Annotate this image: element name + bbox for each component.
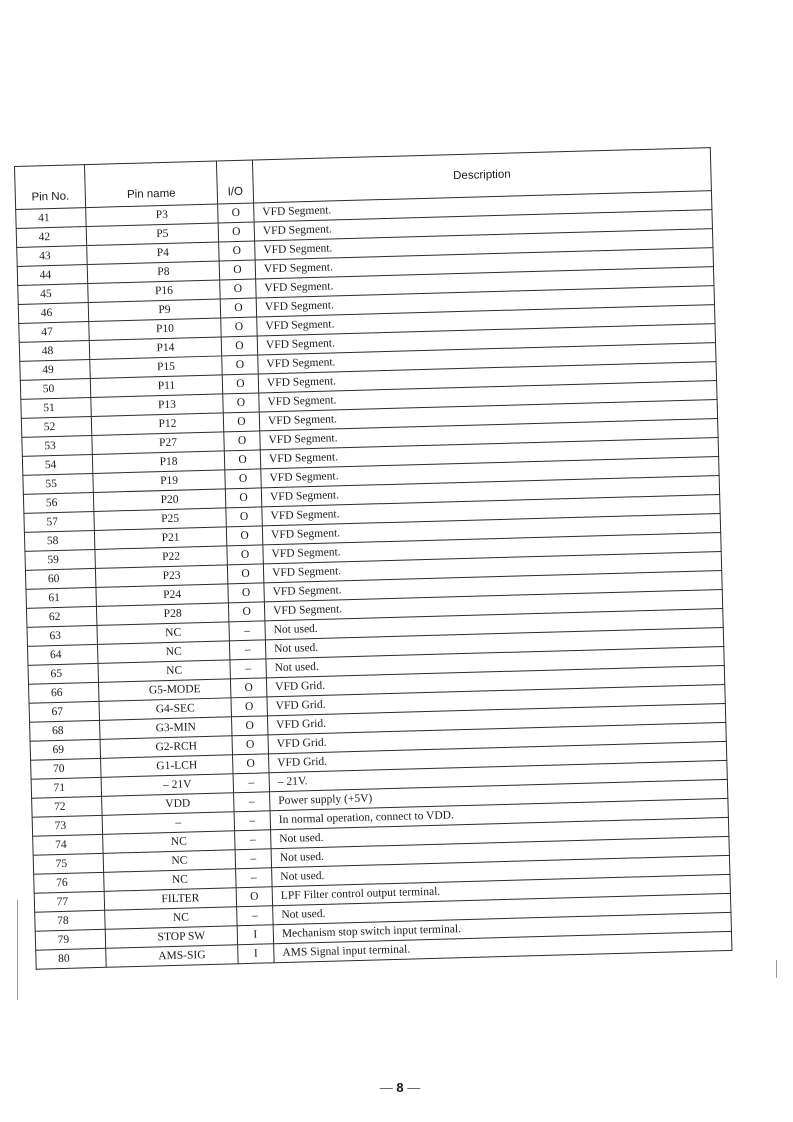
pin-io: – [230, 659, 267, 679]
pin-io: O [233, 754, 270, 774]
pin-name: G1-LCH [101, 755, 233, 778]
pin-name: P11 [90, 375, 222, 398]
pin-description: VFD Segment. [254, 210, 712, 241]
pin-name: NC [104, 869, 236, 892]
pin-io: O [236, 887, 273, 907]
pin-description: VFD Segment. [259, 400, 717, 431]
pin-io: O [225, 469, 262, 489]
pin-description: VFD Grid. [267, 703, 725, 734]
pin-number: 72 [32, 796, 102, 817]
pin-number: 65 [28, 663, 98, 684]
pin-table-body [16, 191, 732, 970]
pin-description: Not used. [271, 817, 729, 848]
pin-io: I [238, 944, 275, 964]
pin-description: VFD Grid. [268, 722, 726, 753]
pin-name: P19 [93, 470, 225, 493]
pin-name: STOP SW [105, 926, 237, 949]
pin-number: 67 [29, 701, 99, 722]
pin-name: P10 [89, 318, 221, 341]
pin-name: P27 [92, 432, 224, 455]
pin-description: VFD Segment. [259, 381, 717, 412]
pin-name: G2-RCH [100, 736, 232, 759]
pin-name: P14 [89, 337, 221, 360]
pin-name: P8 [87, 261, 219, 284]
pin-number: 51 [21, 398, 91, 419]
pin-description: Not used. [273, 893, 731, 924]
pin-description: AMS Signal input terminal. [274, 931, 732, 962]
pin-description: VFD Segment. [258, 343, 716, 374]
page-number-value: 8 [396, 1080, 404, 1095]
pin-io: O [231, 716, 268, 736]
pin-number: 69 [30, 739, 100, 760]
pin-io: O [221, 317, 258, 337]
pin-number: 55 [23, 473, 93, 494]
pin-io: O [220, 279, 257, 299]
pin-description: VFD Segment. [263, 552, 721, 583]
header-description: Description [252, 148, 711, 203]
pin-name: NC [105, 907, 237, 930]
pin-description: VFD Segment. [264, 571, 722, 602]
pin-name: P9 [88, 299, 220, 322]
pin-description: Not used. [272, 855, 730, 886]
pin-description: VFD Segment. [256, 286, 714, 317]
pin-number: 52 [21, 417, 91, 438]
pin-io: O [227, 564, 264, 584]
pin-description: VFD Segment. [254, 191, 712, 222]
header-pin-no: Pin No. [15, 165, 86, 210]
pin-number: 48 [19, 341, 89, 362]
pin-name: NC [97, 641, 229, 664]
pin-number: 66 [29, 682, 99, 703]
pin-number: 42 [16, 227, 86, 248]
pin-io: O [219, 260, 256, 280]
pin-description: VFD Segment. [257, 324, 715, 355]
pin-name: P16 [88, 280, 220, 303]
pin-number: 80 [36, 948, 106, 969]
pin-number: 62 [26, 606, 96, 627]
page-number [370, 1080, 430, 1095]
pin-number: 73 [32, 815, 102, 836]
pin-description: VFD Segment. [261, 457, 719, 488]
pin-name: NC [103, 850, 235, 873]
pin-number: 76 [34, 872, 104, 893]
pin-name: – 21V [101, 774, 233, 797]
page-dash-right: — [407, 1080, 421, 1095]
pin-description: VFD Segment. [262, 514, 720, 545]
pin-description: VFD Segment. [260, 438, 718, 469]
pin-name: P24 [96, 584, 228, 607]
pin-number: 74 [33, 834, 103, 855]
pin-name: P13 [91, 394, 223, 417]
pin-name: P25 [94, 508, 226, 531]
pin-io: O [228, 583, 265, 603]
pin-description: LPF Filter control output terminal. [272, 874, 730, 905]
pin-description: Not used. [265, 627, 723, 658]
pin-io: O [218, 203, 255, 223]
pin-io: O [220, 298, 257, 318]
pin-name: AMS-SIG [106, 945, 238, 968]
pin-description: Not used. [266, 646, 724, 677]
pin-io: – [234, 792, 271, 812]
pin-description: Power supply (+5V) [270, 779, 728, 810]
pin-description: VFD Grid. [266, 665, 724, 696]
pin-io: O [222, 355, 259, 375]
pin-io: – [233, 773, 270, 793]
pin-description: VFD Segment. [258, 362, 716, 393]
scan-edge-mark-right [776, 960, 777, 978]
pin-io: O [223, 412, 260, 432]
pin-table-wrapper [14, 147, 731, 970]
pin-name: FILTER [104, 888, 236, 911]
pin-io: – [234, 811, 271, 831]
pin-table [14, 147, 732, 970]
pin-number: 71 [31, 777, 101, 798]
pin-description: VFD Segment. [264, 589, 722, 620]
pin-number: 64 [27, 644, 97, 665]
pin-io: – [235, 830, 272, 850]
pin-number: 58 [24, 530, 94, 551]
pin-number: 44 [17, 265, 87, 286]
pin-description: VFD Grid. [268, 741, 726, 772]
scan-edge-mark-left [17, 900, 18, 1000]
pin-name: P3 [86, 204, 218, 227]
pin-description: VFD Segment. [257, 305, 715, 336]
pin-name: P15 [90, 356, 222, 379]
pin-io: O [231, 697, 268, 717]
pin-number: 45 [18, 284, 88, 305]
pin-io: O [227, 545, 264, 565]
pin-description: VFD Segment. [255, 229, 713, 260]
pin-name: P18 [92, 451, 224, 474]
pin-number: 78 [35, 910, 105, 931]
pin-io: O [232, 735, 269, 755]
pin-description: VFD Segment. [260, 419, 718, 450]
page-dash-left: — [379, 1080, 393, 1095]
pin-number: 57 [24, 511, 94, 532]
pin-description: Not used. [271, 836, 729, 867]
pin-number: 43 [17, 246, 87, 267]
pin-io: – [229, 640, 266, 660]
pin-io: O [225, 488, 262, 508]
pin-io: O [219, 241, 256, 261]
pin-name: P12 [91, 413, 223, 436]
pin-name: P5 [86, 223, 218, 246]
pin-description: In normal operation, connect to VDD. [270, 798, 728, 829]
pin-io: – [229, 621, 266, 641]
pin-name: G4-SEC [99, 698, 231, 721]
pin-io: O [226, 507, 263, 527]
pin-number: 70 [31, 758, 101, 779]
pin-description: VFD Segment. [256, 267, 714, 298]
pin-number: 53 [22, 435, 92, 456]
header-io: I/O [216, 160, 253, 204]
pin-name: NC [103, 831, 235, 854]
pin-number: 50 [20, 379, 90, 400]
pin-description: VFD Grid. [267, 684, 725, 715]
pin-io: O [224, 450, 261, 470]
pin-io: O [223, 393, 260, 413]
pin-name: P4 [87, 242, 219, 265]
pin-number: 79 [35, 929, 105, 950]
pin-description: VFD Segment. [255, 248, 713, 279]
pin-io: O [228, 602, 265, 622]
pin-io: O [222, 374, 259, 394]
pin-name: P23 [95, 565, 227, 588]
pin-description: Mechanism stop switch input terminal. [273, 912, 731, 943]
pin-io: – [236, 868, 273, 888]
pin-name: G5-MODE [98, 679, 230, 702]
pin-io: I [237, 925, 274, 945]
pin-number: 63 [27, 625, 97, 646]
pin-name: – [102, 812, 234, 835]
pin-description: VFD Segment. [262, 495, 720, 526]
pin-number: 41 [16, 208, 86, 229]
pin-name: NC [97, 622, 229, 645]
pin-description: – 21V. [269, 760, 727, 791]
pin-io: – [235, 849, 272, 869]
pin-number: 47 [19, 322, 89, 343]
pin-number: 59 [25, 549, 95, 570]
pin-number: 54 [22, 454, 92, 475]
pin-io: O [224, 431, 261, 451]
pin-name: NC [98, 660, 230, 683]
pin-io: O [218, 222, 255, 242]
pin-io: – [237, 906, 274, 926]
pin-name: VDD [102, 793, 234, 816]
pin-description: Not used. [265, 608, 723, 639]
pin-name: P21 [94, 527, 226, 550]
pin-number: 49 [20, 360, 90, 381]
pin-name: P22 [95, 546, 227, 569]
pin-name: P20 [93, 489, 225, 512]
pin-io: O [226, 526, 263, 546]
pin-io: O [230, 678, 267, 698]
pin-name: P28 [96, 603, 228, 626]
header-pin-name: Pin name [84, 161, 217, 208]
pin-number: 60 [25, 568, 95, 589]
pin-name: G3-MIN [100, 717, 232, 740]
pin-number: 75 [33, 853, 103, 874]
pin-io: O [221, 336, 258, 356]
pin-number: 68 [30, 720, 100, 741]
pin-number: 61 [26, 587, 96, 608]
pin-number: 77 [34, 891, 104, 912]
pin-description: VFD Segment. [263, 533, 721, 564]
pin-description: VFD Segment. [261, 476, 719, 507]
pin-number: 56 [23, 492, 93, 513]
pin-number: 46 [18, 303, 88, 324]
